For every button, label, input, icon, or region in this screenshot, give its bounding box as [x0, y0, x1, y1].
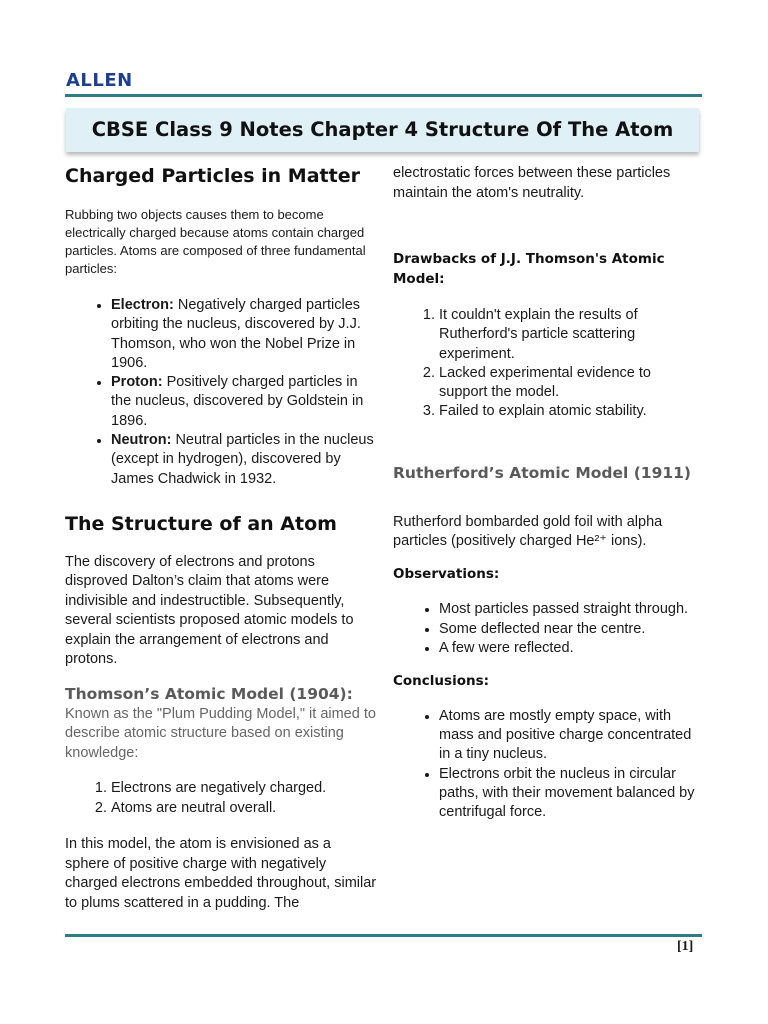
page-number: [1]: [677, 939, 694, 954]
rutherford-heading: Rutherford’s Atomic Model (1911): [393, 463, 692, 482]
thomson-heading: Thomson’s Atomic Model (1904):: [65, 684, 353, 703]
charged-particles-intro: Rubbing two objects causes them to become electrically charged because atoms contain charged particles. Atoms are composed of three fundamental particles:: [65, 207, 366, 276]
particle-desc: Neutral particles in the nucleus (except in hydrogen), discovered by James Chadwick in 1932.: [111, 432, 374, 487]
list-item: • Some deflected near the centre.: [439, 620, 703, 639]
drawbacks-heading: Drawbacks of J.J. Thomson's Atomic Model:: [393, 251, 665, 287]
list-item: • Most particles passed straight through.: [439, 600, 703, 619]
particle-desc: Positively charged particles in the nucleus, discovered by Goldstein in 1896.: [111, 374, 364, 429]
particle-desc: Negatively charged particles orbiting the nucleus, discovered by J.J. Thomson, who won the Nobel Prize in 1906.: [111, 297, 361, 371]
particle-term: Neutron:: [111, 432, 172, 449]
thomson-points: [65, 779, 377, 818]
right-column: [393, 164, 703, 822]
header-divider: [65, 94, 702, 97]
list-item: • Atoms are mostly empty space, with mass and positive charge concentrated in a tiny nucleus.: [439, 707, 703, 765]
page-title: CBSE Class 9 Notes Chapter 4 Structure Of The Atom: [91, 118, 674, 141]
atom-structure-heading: The Structure of an Atom: [65, 512, 337, 535]
continued-text: electrostatic forces between these particles maintain the atom's neutrality.: [393, 165, 671, 201]
thomson-intro: Known as the "Plum Pudding Model," it aimed to describe atomic structure based on existing knowledge:: [65, 705, 376, 761]
atom-structure-text: The discovery of electrons and protons disproved Dalton’s claim that atoms were indivisible and indestructible. Subsequently, several scientists proposed atomic models to explain the arrangement of electrons and protons.: [65, 553, 354, 668]
list-item: 1. It couldn't explain the results of Rutherford's particle scattering experiment.: [439, 306, 703, 364]
list-item: 2. Lacked experimental evidence to support the model.: [439, 364, 703, 403]
list-item: [111, 373, 377, 431]
observations-list: [393, 600, 703, 658]
title-banner: [66, 108, 699, 152]
drawbacks-list: [393, 306, 703, 422]
conclusions-list: [393, 707, 703, 823]
list-item: • Electrons orbit the nucleus in circular paths, with their movement balanced by centrifugal force.: [439, 765, 703, 823]
list-item: [111, 431, 377, 489]
footer-divider: [65, 934, 702, 937]
list-item: [111, 296, 377, 373]
allen-logo: ALLEN: [66, 70, 133, 91]
charged-particles-heading: Charged Particles in Matter: [65, 165, 360, 187]
particle-list: [65, 296, 377, 489]
list-item: 1. Electrons are negatively charged.: [111, 779, 377, 798]
list-item: 2. Atoms are neutral overall.: [111, 799, 377, 818]
observations-heading: Observations:: [393, 565, 500, 582]
left-column: [65, 164, 377, 913]
thomson-model-text: In this model, the atom is envisioned as a sphere of positive charge with negatively charged electrons embedded throughout, similar to plums scattered in a pudding. The: [65, 836, 377, 911]
list-item: 3. Failed to explain atomic stability.: [439, 402, 703, 421]
rutherford-intro: Rutherford bombarded gold foil with alpha particles (positively charged He²⁺ ions).: [393, 513, 663, 550]
list-item: • A few were reflected.: [439, 639, 703, 658]
particle-term: Electron:: [111, 297, 174, 313]
particle-term: Proton:: [111, 374, 163, 391]
conclusions-heading: Conclusions:: [393, 673, 490, 690]
